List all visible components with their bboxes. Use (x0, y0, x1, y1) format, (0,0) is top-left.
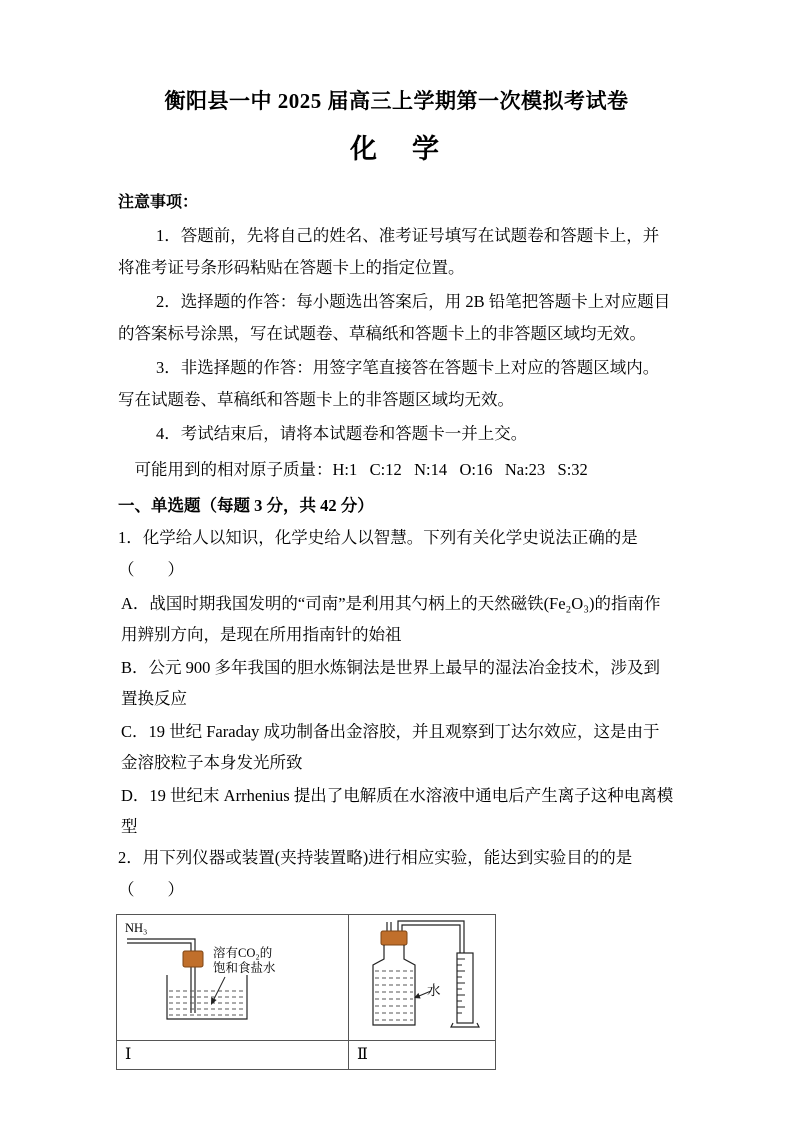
question-1-option-a: A．战国时期我国发明的“司南”是利用其勺柄上的天然磁铁(Fe₂O₃)的指南作用辨别方向，是现在所用指南针的始祖 (121, 594, 661, 644)
pointer-arrow-line (214, 977, 225, 999)
notice-item-3: 3．非选择题的作答：用签字笔直接答在答题卡上对应的答题区域内。写在试题卷、草稿纸和答题卡上的非答题区域均无效。 (118, 358, 660, 409)
connecting-tube-inner (402, 925, 460, 953)
delivery-tube-inner (127, 943, 191, 1013)
notice-header: 注意事项： (118, 194, 199, 211)
question-2-stem: 2．用下列仪器或装置(夹持装置略)进行相应实验，能达到实验目的的是（ ） (118, 848, 633, 899)
page-title: 衡阳县一中 2025 届高三上学期第一次模拟考试卷 (164, 89, 629, 113)
notice-item-1: 1．答题前，先将自己的姓名、准考证号填写在试题卷和答题卡上，并将准考证号条形码粘贴在答题卡上的指定位置。 (118, 226, 660, 277)
apparatus-label-1: Ⅰ (117, 1041, 349, 1070)
rubber-stopper-icon (381, 931, 407, 945)
apparatus-diagram-cell-1 (117, 915, 349, 1041)
notice-item-4: 4．考试结束后，请将本试题卷和答题卡一并上交。 (155, 424, 528, 443)
question-1-stem: 1．化学给人以知识，化学史给人以智慧。下列有关化学史说法正确的是（ ） (118, 528, 638, 579)
rubber-stopper-icon (183, 951, 203, 967)
delivery-tube-outer (127, 939, 195, 1013)
apparatus-table (116, 914, 496, 1070)
question-1-option-c: C．19 世纪 Faraday 成功制备出金溶胶，并且观察到丁达尔效应，这是由于金溶胶粒子本身发光所致 (121, 722, 660, 772)
apparatus-diagram-cell-2 (349, 915, 496, 1041)
bottle-and-cylinder-diagram (351, 917, 493, 1033)
atomic-mass-line: 可能用到的相对原子质量：H:1 C:12 N:14 O:16 Na:23 S:32 (134, 460, 588, 479)
subject-title: 化 学 (350, 134, 443, 164)
section-header: 一、单选题（每题 3 分，共 42 分） (118, 496, 374, 515)
nh3-gas-label: NH₃ (125, 921, 148, 935)
connecting-tube-outer (398, 921, 464, 953)
apparatus-label-2: Ⅱ (349, 1041, 496, 1070)
solution-label-line2: 饱和食盐水 (213, 961, 276, 975)
bottle-outline (373, 945, 415, 1025)
solution-label-line1: 溶有CO₂的 (213, 946, 273, 960)
notice-item-2: 2．选择题的作答：每小题选出答案后，用 2B 铅笔把答题卡上对应题目的答案标号涂黑，写在试题卷、草稿纸和答题卡上的非答题区域均无效。 (118, 292, 671, 343)
gas-into-beaker-diagram (119, 917, 345, 1033)
question-1-option-b: B．公元 900 多年我国的胆水炼铜法是世界上最早的湿法冶金技术，涉及到置换反应 (121, 658, 661, 708)
question-1-option-d: D．19 世纪末 Arrhenius 提出了电解质在水溶液中通电后产生离子这种电离模型 (121, 786, 674, 836)
water-label: 水 (427, 983, 441, 998)
